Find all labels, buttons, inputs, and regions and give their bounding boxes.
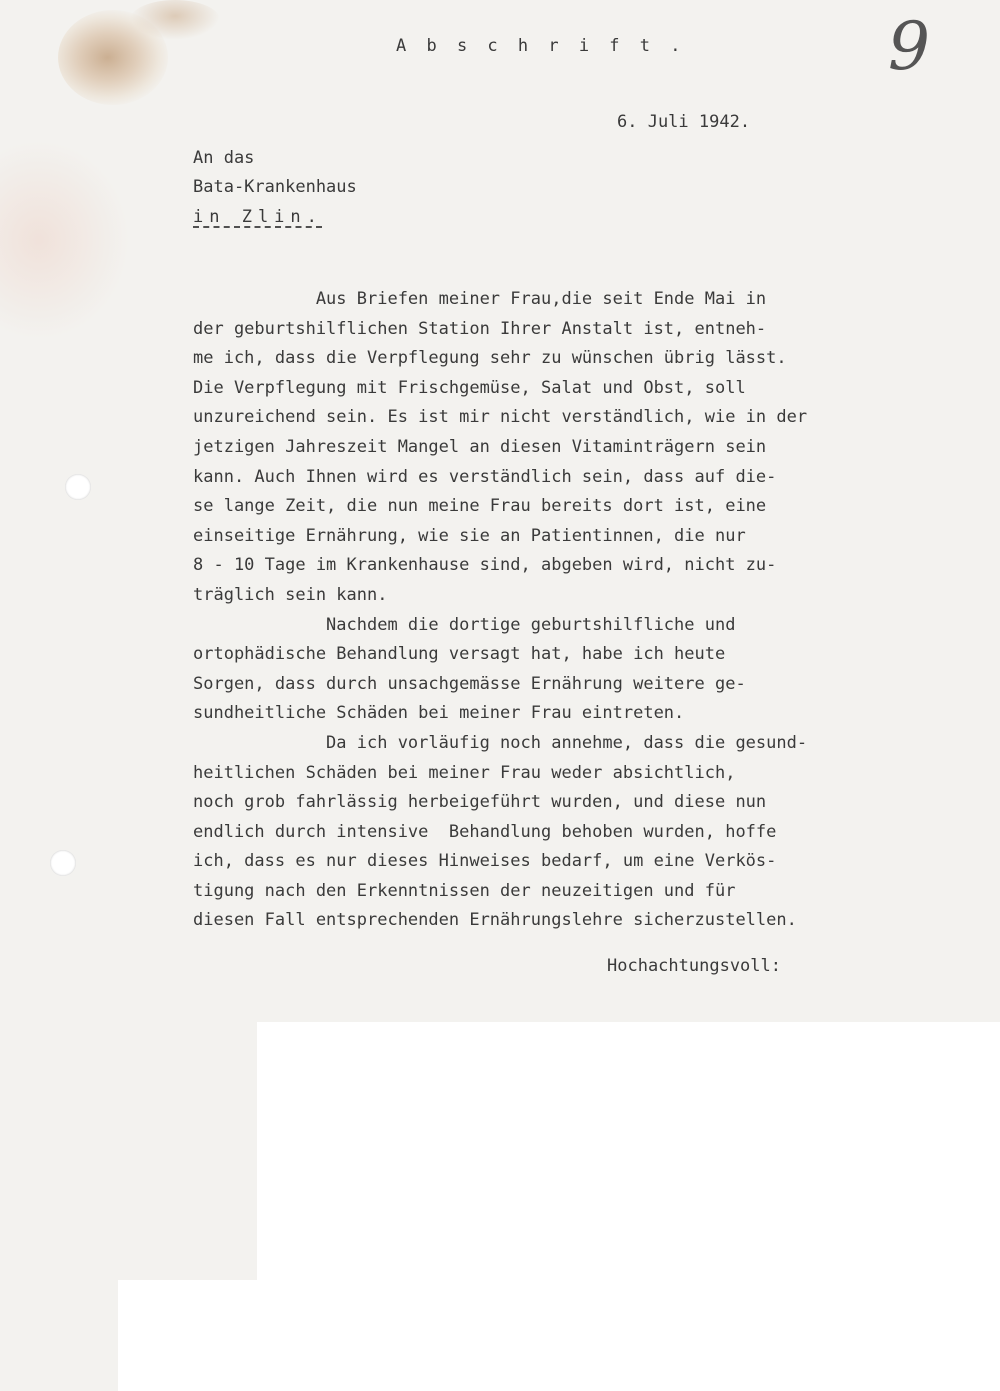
paper-discoloration	[0, 140, 130, 340]
body-line: der geburtshilflichen Station Ihrer Anstalt ist, entneh-	[193, 318, 767, 339]
body-line: noch grob fahrlässig herbeigeführt wurden, und diese nun	[193, 792, 767, 813]
recipient-line-3: in Zlin.	[193, 207, 323, 227]
blank-area-bottom-left	[118, 1280, 258, 1391]
punch-hole-lower	[50, 850, 76, 876]
body-line: Nachdem die dortige geburtshilfliche und	[193, 614, 736, 635]
body-line: ich, dass es nur dieses Hinweises bedarf, um eine Verkös-	[193, 851, 777, 872]
body-line: ortophädische Behandlung versagt hat, habe ich heute	[193, 644, 726, 665]
document-title: A b s c h r i f t .	[396, 36, 686, 56]
body-line: diesen Fall entsprechenden Ernährungslehre sicherzustellen.	[193, 910, 797, 931]
letter-date: 6. Juli 1942.	[617, 112, 751, 132]
body-line: kann. Auch Ihnen wird es verständlich sein, dass auf die-	[193, 466, 777, 487]
body-line: Die Verpflegung mit Frischgemüse, Salat und Obst, soll	[193, 377, 746, 398]
body-line: tigung nach den Erkenntnissen der neuzeitigen und für	[193, 880, 736, 901]
body-line: Sorgen, dass durch unsachgemässe Ernährung weitere ge-	[193, 673, 746, 694]
body-line: sundheitliche Schäden bei meiner Frau eintreten.	[193, 703, 685, 724]
recipient-line-2: Bata-Krankenhaus	[193, 177, 357, 197]
closing-salutation: Hochachtungsvoll:	[607, 956, 781, 976]
body-line: endlich durch intensive Behandlung behoben wurden, hoffe	[193, 821, 777, 842]
letter-body	[193, 285, 807, 936]
body-line: einseitige Ernährung, wie sie an Patientinnen, die nur	[193, 525, 746, 546]
body-line: me ich, dass die Verpflegung sehr zu wünschen übrig lässt.	[193, 348, 787, 369]
blank-area-bottom	[257, 1022, 1000, 1391]
handwritten-page-number: 9	[888, 8, 930, 85]
water-stain-secondary	[130, 0, 220, 40]
body-line: Aus Briefen meiner Frau,die seit Ende Mai in	[193, 289, 767, 309]
body-line: jetzigen Jahreszeit Mangel an diesen Vitaminträgern sein	[193, 436, 767, 457]
body-line: se lange Zeit, die nun meine Frau bereits dort ist, eine	[193, 496, 767, 517]
body-line: unzureichend sein. Es ist mir nicht verständlich, wie in der	[193, 407, 808, 428]
body-line: 8 - 10 Tage im Krankenhause sind, abgeben wird, nicht zu-	[193, 555, 777, 576]
punch-hole-upper	[65, 474, 91, 500]
body-line: Da ich vorläufig noch annehme, dass die gesund-	[193, 732, 808, 753]
body-line: träglich sein kann.	[193, 584, 388, 605]
recipient-line-1: An das	[193, 148, 255, 168]
body-line: heitlichen Schäden bei meiner Frau weder absichtlich,	[193, 762, 736, 783]
